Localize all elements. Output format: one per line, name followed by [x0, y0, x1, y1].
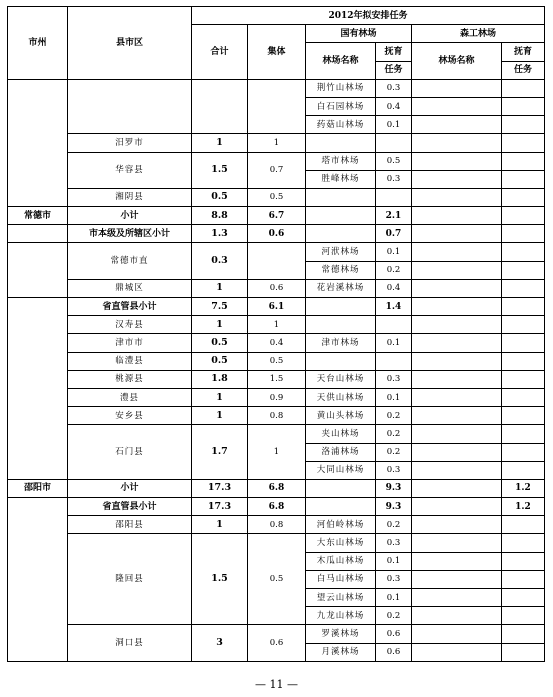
- shared-tend-task-cell: 1.2: [502, 479, 545, 497]
- county-cell: 鼎城区: [68, 279, 192, 297]
- shared-tend-task-cell: [502, 243, 545, 261]
- total-cell: 8.8: [192, 207, 248, 225]
- collective-cell: 0.9: [248, 388, 306, 406]
- county-cell: 澧县: [68, 388, 192, 406]
- shared-tend-task-cell: [502, 407, 545, 425]
- header-shared-farms: 森工林场: [412, 25, 545, 43]
- shared-tend-task-cell: [502, 552, 545, 570]
- total-cell: 1: [192, 316, 248, 334]
- farm-name-cell: 九龙山林场: [306, 607, 376, 625]
- county-cell: [68, 79, 192, 134]
- table-row: [8, 134, 545, 152]
- tend-task-cell: 0.1: [376, 388, 412, 406]
- shared-tend-task-cell: [502, 643, 545, 661]
- total-cell: 0.5: [192, 352, 248, 370]
- shared-farm-name-cell: [412, 334, 502, 352]
- county-cell: 津市市: [68, 334, 192, 352]
- shared-farm-name-cell: [412, 498, 502, 516]
- collective-cell: 0.8: [248, 516, 306, 534]
- farm-name-cell: 河洑林场: [306, 243, 376, 261]
- total-cell: 1: [192, 407, 248, 425]
- tend-task-cell: 0.2: [376, 516, 412, 534]
- header-collective: 集体: [248, 25, 306, 80]
- header-county: 县市区: [68, 7, 192, 80]
- shared-farm-name-cell: [412, 152, 502, 170]
- header-shared-tend-l1: 抚育: [502, 43, 545, 61]
- tend-task-cell: 9.3: [376, 479, 412, 497]
- table-row: [8, 316, 545, 334]
- farm-name-cell: 洛浦林场: [306, 443, 376, 461]
- header-plan-title: 2012年拟安排任务: [192, 7, 545, 25]
- shared-tend-task-cell: [502, 207, 545, 225]
- tend-task-cell: 0.1: [376, 116, 412, 134]
- shared-tend-task-cell: [502, 279, 545, 297]
- shared-tend-task-cell: [502, 225, 545, 243]
- shared-tend-task-cell: [502, 79, 545, 97]
- county-cell: 石门县: [68, 425, 192, 480]
- farm-name-cell: [306, 352, 376, 370]
- table-row: [8, 498, 545, 516]
- total-cell: 7.5: [192, 298, 248, 316]
- city-cell: [8, 498, 68, 662]
- header-state-farms: 国有林场: [306, 25, 412, 43]
- collective-cell: 0.6: [248, 225, 306, 243]
- shared-farm-name-cell: [412, 298, 502, 316]
- farm-name-cell: 月溪林场: [306, 643, 376, 661]
- tend-task-cell: 0.2: [376, 443, 412, 461]
- total-cell: 0.5: [192, 334, 248, 352]
- farm-name-cell: 大东山林场: [306, 534, 376, 552]
- farm-name-cell: [306, 498, 376, 516]
- header-tend-task-l1: 抚育: [376, 43, 412, 61]
- collective-cell: 0.5: [248, 188, 306, 206]
- collective-cell: 6.7: [248, 207, 306, 225]
- county-cell: 华容县: [68, 152, 192, 188]
- total-cell: 1.5: [192, 152, 248, 188]
- farm-name-cell: 荆竹山林场: [306, 79, 376, 97]
- total-cell: 1.5: [192, 534, 248, 625]
- farm-name-cell: 天台山林场: [306, 370, 376, 388]
- county-cell: 洞口县: [68, 625, 192, 661]
- shared-tend-task-cell: [502, 170, 545, 188]
- shared-tend-task-cell: [502, 261, 545, 279]
- page-number: — 11 —: [255, 678, 298, 691]
- collective-cell: 1: [248, 316, 306, 334]
- shared-farm-name-cell: [412, 479, 502, 497]
- shared-farm-name-cell: [412, 388, 502, 406]
- shared-tend-task-cell: 1.2: [502, 498, 545, 516]
- tend-task-cell: 0.3: [376, 79, 412, 97]
- county-cell: 小计: [68, 479, 192, 497]
- farm-name-cell: 白马山林场: [306, 570, 376, 588]
- table-row: [8, 279, 545, 297]
- tend-task-cell: 1.4: [376, 298, 412, 316]
- shared-farm-name-cell: [412, 225, 502, 243]
- tend-task-cell: [376, 134, 412, 152]
- table-row: [8, 534, 545, 552]
- shared-farm-name-cell: [412, 116, 502, 134]
- tend-task-cell: 0.3: [376, 370, 412, 388]
- tend-task-cell: 0.7: [376, 225, 412, 243]
- shared-farm-name-cell: [412, 279, 502, 297]
- table-row: [8, 388, 545, 406]
- header-city: 市州: [8, 7, 68, 80]
- shared-farm-name-cell: [412, 461, 502, 479]
- farm-name-cell: 白石园林场: [306, 97, 376, 115]
- table-row: [8, 370, 545, 388]
- county-cell: 省直管县小计: [68, 498, 192, 516]
- total-cell: 0.3: [192, 243, 248, 279]
- farm-name-cell: 望云山林场: [306, 589, 376, 607]
- total-cell: [192, 79, 248, 134]
- farm-name-cell: [306, 479, 376, 497]
- shared-farm-name-cell: [412, 79, 502, 97]
- farm-name-cell: [306, 316, 376, 334]
- shared-farm-name-cell: [412, 370, 502, 388]
- collective-cell: 6.8: [248, 479, 306, 497]
- tend-task-cell: [376, 352, 412, 370]
- collective-cell: 1: [248, 425, 306, 480]
- shared-tend-task-cell: [502, 570, 545, 588]
- shared-farm-name-cell: [412, 134, 502, 152]
- table-row: [8, 625, 545, 643]
- shared-farm-name-cell: [412, 207, 502, 225]
- table-row: [8, 425, 545, 443]
- shared-tend-task-cell: [502, 334, 545, 352]
- header-farm-name: 林场名称: [306, 43, 376, 79]
- shared-tend-task-cell: [502, 625, 545, 643]
- total-cell: 17.3: [192, 479, 248, 497]
- header-total: 合计: [192, 25, 248, 80]
- shared-farm-name-cell: [412, 170, 502, 188]
- collective-cell: 6.8: [248, 498, 306, 516]
- table-row: [8, 207, 545, 225]
- table-row: [8, 79, 545, 97]
- tend-task-cell: 0.1: [376, 243, 412, 261]
- county-cell: 省直管县小计: [68, 298, 192, 316]
- tend-task-cell: 0.4: [376, 279, 412, 297]
- shared-farm-name-cell: [412, 443, 502, 461]
- shared-tend-task-cell: [502, 607, 545, 625]
- county-cell: 临澧县: [68, 352, 192, 370]
- county-cell: 汉寿县: [68, 316, 192, 334]
- farm-name-cell: 天供山林场: [306, 388, 376, 406]
- table-row: [8, 225, 545, 243]
- city-cell: [8, 243, 68, 298]
- shared-tend-task-cell: [502, 589, 545, 607]
- shared-tend-task-cell: [502, 534, 545, 552]
- shared-farm-name-cell: [412, 243, 502, 261]
- collective-cell: 0.5: [248, 352, 306, 370]
- tend-task-cell: [376, 316, 412, 334]
- farm-name-cell: 夹山林场: [306, 425, 376, 443]
- table-row: [8, 516, 545, 534]
- total-cell: 3: [192, 625, 248, 661]
- tend-task-cell: 0.6: [376, 625, 412, 643]
- total-cell: 1.8: [192, 370, 248, 388]
- collective-cell: 0.5: [248, 534, 306, 625]
- shared-farm-name-cell: [412, 552, 502, 570]
- shared-farm-name-cell: [412, 316, 502, 334]
- shared-farm-name-cell: [412, 425, 502, 443]
- tend-task-cell: 9.3: [376, 498, 412, 516]
- table-row: [8, 334, 545, 352]
- farm-name-cell: 津市林场: [306, 334, 376, 352]
- farm-name-cell: [306, 225, 376, 243]
- shared-farm-name-cell: [412, 607, 502, 625]
- farm-name-cell: 大同山林场: [306, 461, 376, 479]
- farm-name-cell: 塔市林场: [306, 152, 376, 170]
- shared-tend-task-cell: [502, 388, 545, 406]
- table-row: [8, 479, 545, 497]
- table-row: [8, 407, 545, 425]
- county-cell: 常德市直: [68, 243, 192, 279]
- tend-task-cell: 0.3: [376, 534, 412, 552]
- collective-cell: [248, 79, 306, 134]
- tend-task-cell: 0.1: [376, 552, 412, 570]
- tend-task-cell: [376, 188, 412, 206]
- shared-tend-task-cell: [502, 461, 545, 479]
- tend-task-cell: 2.1: [376, 207, 412, 225]
- tend-task-cell: 0.2: [376, 425, 412, 443]
- shared-tend-task-cell: [502, 352, 545, 370]
- farm-name-cell: [306, 134, 376, 152]
- shared-farm-name-cell: [412, 188, 502, 206]
- tend-task-cell: 0.2: [376, 261, 412, 279]
- shared-farm-name-cell: [412, 570, 502, 588]
- collective-cell: 1.5: [248, 370, 306, 388]
- county-cell: 市本级及所辖区小计: [68, 225, 192, 243]
- table-row: [8, 352, 545, 370]
- county-cell: 小计: [68, 207, 192, 225]
- shared-farm-name-cell: [412, 625, 502, 643]
- farm-name-cell: 常德林场: [306, 261, 376, 279]
- collective-cell: 1: [248, 134, 306, 152]
- collective-cell: 0.6: [248, 625, 306, 661]
- shared-tend-task-cell: [502, 298, 545, 316]
- collective-cell: 6.1: [248, 298, 306, 316]
- collective-cell: 0.7: [248, 152, 306, 188]
- county-cell: 安乡县: [68, 407, 192, 425]
- shared-tend-task-cell: [502, 516, 545, 534]
- table-row: [8, 188, 545, 206]
- tend-task-cell: 0.2: [376, 607, 412, 625]
- total-cell: 1: [192, 134, 248, 152]
- total-cell: 1.3: [192, 225, 248, 243]
- farm-name-cell: [306, 188, 376, 206]
- city-cell: 常德市: [8, 207, 68, 225]
- table-row: [8, 298, 545, 316]
- shared-farm-name-cell: [412, 352, 502, 370]
- shared-farm-name-cell: [412, 643, 502, 661]
- farm-name-cell: 罗溪林场: [306, 625, 376, 643]
- total-cell: 1: [192, 279, 248, 297]
- forest-tending-plan-table: [7, 6, 545, 662]
- city-cell: [8, 79, 68, 206]
- county-cell: 邵阳县: [68, 516, 192, 534]
- county-cell: 隆回县: [68, 534, 192, 625]
- tend-task-cell: 0.3: [376, 570, 412, 588]
- shared-tend-task-cell: [502, 425, 545, 443]
- shared-farm-name-cell: [412, 97, 502, 115]
- tend-task-cell: 0.1: [376, 589, 412, 607]
- county-cell: 汨罗市: [68, 134, 192, 152]
- shared-tend-task-cell: [502, 116, 545, 134]
- table-row: [8, 152, 545, 170]
- header-shared-tend-l2: 任务: [502, 61, 545, 79]
- city-cell: [8, 298, 68, 480]
- shared-farm-name-cell: [412, 589, 502, 607]
- total-cell: 1: [192, 516, 248, 534]
- farm-name-cell: 胜峰林场: [306, 170, 376, 188]
- shared-tend-task-cell: [502, 134, 545, 152]
- farm-name-cell: 木瓜山林场: [306, 552, 376, 570]
- shared-tend-task-cell: [502, 188, 545, 206]
- farm-name-cell: 花岩溪林场: [306, 279, 376, 297]
- total-cell: 1.7: [192, 425, 248, 480]
- farm-name-cell: 黄山头林场: [306, 407, 376, 425]
- tend-task-cell: 0.5: [376, 152, 412, 170]
- farm-name-cell: 药菇山林场: [306, 116, 376, 134]
- header-shared-farm-name: 林场名称: [412, 43, 502, 79]
- tend-task-cell: 0.1: [376, 334, 412, 352]
- shared-farm-name-cell: [412, 516, 502, 534]
- total-cell: 1: [192, 388, 248, 406]
- city-cell: 邵阳市: [8, 479, 68, 497]
- tend-task-cell: 0.6: [376, 643, 412, 661]
- shared-tend-task-cell: [502, 443, 545, 461]
- shared-farm-name-cell: [412, 261, 502, 279]
- table-row: [8, 243, 545, 261]
- farm-name-cell: [306, 207, 376, 225]
- county-cell: 桃源县: [68, 370, 192, 388]
- shared-tend-task-cell: [502, 316, 545, 334]
- city-cell: [8, 225, 68, 243]
- farm-name-cell: [306, 298, 376, 316]
- collective-cell: [248, 243, 306, 279]
- tend-task-cell: 0.3: [376, 461, 412, 479]
- shared-farm-name-cell: [412, 534, 502, 552]
- tend-task-cell: 0.3: [376, 170, 412, 188]
- tend-task-cell: 0.2: [376, 407, 412, 425]
- tend-task-cell: 0.4: [376, 97, 412, 115]
- shared-tend-task-cell: [502, 152, 545, 170]
- farm-name-cell: 河伯岭林场: [306, 516, 376, 534]
- county-cell: 湘阴县: [68, 188, 192, 206]
- collective-cell: 0.8: [248, 407, 306, 425]
- shared-tend-task-cell: [502, 97, 545, 115]
- total-cell: 17.3: [192, 498, 248, 516]
- shared-tend-task-cell: [502, 370, 545, 388]
- collective-cell: 0.6: [248, 279, 306, 297]
- header-tend-task-l2: 任务: [376, 61, 412, 79]
- collective-cell: 0.4: [248, 334, 306, 352]
- shared-farm-name-cell: [412, 407, 502, 425]
- total-cell: 0.5: [192, 188, 248, 206]
